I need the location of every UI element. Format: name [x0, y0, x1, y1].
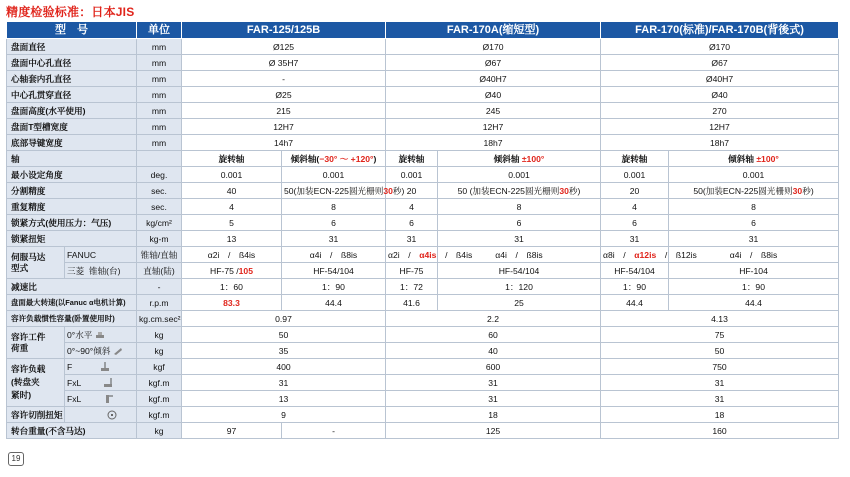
- cell: 31: [669, 231, 839, 247]
- row-unit: 直轴(陆): [137, 263, 182, 279]
- cell: 旋转轴: [386, 151, 438, 167]
- row-label: 中心孔贯穿直径: [7, 87, 137, 103]
- cell: HF-75 /105: [182, 263, 282, 279]
- row-sublabel: FANUC: [65, 247, 137, 263]
- row-sublabel: 0°~90°倾斜: [65, 343, 137, 359]
- cell: 600: [386, 359, 601, 375]
- table-row: [7, 311, 839, 327]
- cell: 41.6: [386, 295, 438, 311]
- row-unit: 锥轴/直轴: [137, 247, 182, 263]
- row-unit: kg: [137, 423, 182, 439]
- row-unit: kgf.m: [137, 391, 182, 407]
- row-unit: [137, 151, 182, 167]
- table-row-axis: [7, 151, 839, 167]
- cell: HF-75: [386, 263, 438, 279]
- table-row: [7, 71, 839, 87]
- header-far125: FAR-125/125B: [182, 22, 386, 39]
- cell: 31: [386, 375, 601, 391]
- cell: Ø125: [182, 39, 386, 55]
- cell: 20: [601, 183, 669, 199]
- row-unit: mm: [137, 39, 182, 55]
- table-row: [7, 135, 839, 151]
- cell: 0.97: [182, 311, 386, 327]
- cell: 35: [182, 343, 386, 359]
- cell: 1：90: [601, 279, 669, 295]
- table-row-servo-mitsubishi: [7, 263, 839, 279]
- cell: 1：72: [386, 279, 438, 295]
- cell: 270: [601, 103, 839, 119]
- cell: 5: [182, 215, 282, 231]
- cell: Ø40: [601, 87, 839, 103]
- cell: 2.2: [386, 311, 601, 327]
- cell: 50(加装ECN-225圆光栅则30秒): [282, 183, 386, 199]
- cell: -: [282, 423, 386, 439]
- row-label: 底部导键宽度: [7, 135, 137, 151]
- row-sublabel: 0°水平: [65, 327, 137, 343]
- cell: 0.001: [669, 167, 839, 183]
- row-unit: kg/cm²: [137, 215, 182, 231]
- cell: Ø67: [601, 55, 839, 71]
- cell: 倾斜轴(−30° ～ +120°): [282, 151, 386, 167]
- cell: 215: [182, 103, 386, 119]
- cell: 44.4: [601, 295, 669, 311]
- table-row: [7, 327, 839, 343]
- cell: 18: [601, 407, 839, 423]
- cell: 4: [182, 199, 282, 215]
- row-unit: kg.cm.sec²: [137, 311, 182, 327]
- header-far170a: FAR-170A(缩短型): [386, 22, 601, 39]
- row-label: 锁紧扭矩: [7, 231, 137, 247]
- row-unit: kg-m: [137, 231, 182, 247]
- cell: 4: [386, 199, 438, 215]
- cell: 13: [182, 391, 386, 407]
- cell: 750: [601, 359, 839, 375]
- cell: 0.001: [182, 167, 282, 183]
- cell: 6: [601, 215, 669, 231]
- cell: α2i / ß4is: [182, 247, 282, 263]
- cell: α4i / ß8is: [282, 247, 386, 263]
- row-label: 盘面中心孔直径: [7, 55, 137, 71]
- table-row: [7, 103, 839, 119]
- cell: 44.4: [282, 295, 386, 311]
- table-row: [7, 359, 839, 375]
- cell: 31: [282, 231, 386, 247]
- cell: 4.13: [601, 311, 839, 327]
- cell: 旋转轴: [182, 151, 282, 167]
- cell: 6: [386, 215, 438, 231]
- cell: 0.001: [386, 167, 438, 183]
- table-header-row: [7, 22, 839, 39]
- table-row: [7, 215, 839, 231]
- row-unit: mm: [137, 55, 182, 71]
- page-title: 精度检验标准：日本JIS: [6, 5, 135, 19]
- table-row: [7, 295, 839, 311]
- cell: 160: [601, 423, 839, 439]
- cell: 31: [601, 391, 839, 407]
- table-row: [7, 407, 839, 423]
- cell: 1：90: [669, 279, 839, 295]
- moment-side-icon: [103, 394, 113, 404]
- row-label: 转台重量(不含马达): [7, 423, 137, 439]
- cell: 8: [438, 199, 601, 215]
- row-unit: deg.: [137, 167, 182, 183]
- cell: 83.3: [182, 295, 282, 311]
- force-icon: [100, 362, 110, 372]
- table-row: [7, 375, 839, 391]
- cell: HF-54/104: [601, 263, 669, 279]
- row-label: 盘面高度(水平使用): [7, 103, 137, 119]
- row-label: 锁紧方式(使用压力：气压): [7, 215, 137, 231]
- cell: 18h7: [386, 135, 601, 151]
- row-unit: sec.: [137, 183, 182, 199]
- row-unit: kg: [137, 343, 182, 359]
- cell: 1：60: [182, 279, 282, 295]
- cell: Ø40H7: [386, 71, 601, 87]
- row-unit: mm: [137, 87, 182, 103]
- row-unit: kgf: [137, 359, 182, 375]
- header-model: 型 号: [7, 22, 137, 39]
- cell: HF-104: [669, 263, 839, 279]
- row-unit: kgf.m: [137, 375, 182, 391]
- cell: 12H7: [601, 119, 839, 135]
- cell: HF-54/104: [282, 263, 386, 279]
- table-row: [7, 183, 839, 199]
- cell: 31: [601, 375, 839, 391]
- cell: -: [182, 71, 386, 87]
- cell: 400: [182, 359, 386, 375]
- cell: 97: [182, 423, 282, 439]
- table-row: [7, 391, 839, 407]
- cell: 75: [601, 327, 839, 343]
- row-label: 伺服马达 型式: [7, 247, 65, 279]
- cell: 40: [386, 343, 601, 359]
- cell: 31: [182, 375, 386, 391]
- row-unit: kg: [137, 327, 182, 343]
- table-row: [7, 231, 839, 247]
- cell: 12H7: [182, 119, 386, 135]
- row-label: 盘面直径: [7, 39, 137, 55]
- torque-icon: [107, 410, 117, 420]
- cell: 0.001: [282, 167, 386, 183]
- row-label: 减速比: [7, 279, 137, 295]
- cell: 9: [182, 407, 386, 423]
- cell: 40: [182, 183, 282, 199]
- cell: 18: [386, 407, 601, 423]
- cell: 6: [669, 215, 839, 231]
- cell: Ø67: [386, 55, 601, 71]
- table-tilt-icon: [113, 346, 123, 356]
- cell: 50: [601, 343, 839, 359]
- table-row: [7, 55, 839, 71]
- table-row: [7, 279, 839, 295]
- row-label: 分割精度: [7, 183, 137, 199]
- cell: 旋转轴: [601, 151, 669, 167]
- row-label: 容许负载 (转盘夹 紧时): [7, 359, 65, 407]
- cell: 1：90: [282, 279, 386, 295]
- cell: 125: [386, 423, 601, 439]
- row-sublabel: F: [65, 359, 137, 375]
- cell: 50: [182, 327, 386, 343]
- cell: Ø170: [601, 39, 839, 55]
- spec-table: [6, 21, 839, 439]
- cell: 6: [438, 215, 601, 231]
- cell: α4i / ß8is: [669, 247, 839, 263]
- cell: α4i / ß8is: [438, 247, 601, 263]
- row-unit: mm: [137, 119, 182, 135]
- cell: 4: [601, 199, 669, 215]
- cell: 0.001: [601, 167, 669, 183]
- row-unit: -: [137, 279, 182, 295]
- cell: 245: [386, 103, 601, 119]
- cell: 8: [282, 199, 386, 215]
- cell: 12H7: [386, 119, 601, 135]
- table-row: [7, 199, 839, 215]
- cell: 1：120: [438, 279, 601, 295]
- row-unit: kgf.m: [137, 407, 182, 423]
- page-number: 19: [8, 452, 24, 466]
- moment-icon: [103, 378, 113, 388]
- cell: 13: [182, 231, 282, 247]
- cell: α8i / α12is / ß12is: [601, 247, 669, 263]
- row-label: 轴: [7, 151, 137, 167]
- table-horizontal-icon: [95, 330, 105, 340]
- row-sublabel: [65, 407, 137, 423]
- cell: 14h7: [182, 135, 386, 151]
- cell: Ø170: [386, 39, 601, 55]
- cell: 18h7: [601, 135, 839, 151]
- row-unit: mm: [137, 71, 182, 87]
- row-label: 盘面T型槽宽度: [7, 119, 137, 135]
- row-sublabel: FxL: [65, 375, 137, 391]
- table-row: [7, 343, 839, 359]
- cell: HF-54/104: [438, 263, 601, 279]
- cell: 8: [669, 199, 839, 215]
- table-row: [7, 87, 839, 103]
- cell: 倾斜轴 ±100°: [438, 151, 601, 167]
- cell: 20: [386, 183, 438, 199]
- cell: 0.001: [438, 167, 601, 183]
- cell: Ø40H7: [601, 71, 839, 87]
- row-label: 重复精度: [7, 199, 137, 215]
- row-unit: r.p.m: [137, 295, 182, 311]
- cell: Ø40: [386, 87, 601, 103]
- header-unit: 单位: [137, 22, 182, 39]
- table-row: [7, 423, 839, 439]
- cell: 60: [386, 327, 601, 343]
- cell: α2i / α4is / ß4is: [386, 247, 438, 263]
- row-label: 心轴套内孔直径: [7, 71, 137, 87]
- cell: 50 (加装ECN-225圆光栅则30秒): [438, 183, 601, 199]
- cell: 31: [438, 231, 601, 247]
- table-row: [7, 119, 839, 135]
- cell: 25: [438, 295, 601, 311]
- header-far170: FAR-170(标准)/FAR-170B(背後式): [601, 22, 839, 39]
- row-label: 容许工件 荷重: [7, 327, 65, 359]
- table-row: [7, 167, 839, 183]
- row-label: 容许切削扭矩: [7, 407, 65, 423]
- row-unit: sec.: [137, 199, 182, 215]
- table-row: [7, 39, 839, 55]
- cell: 6: [282, 215, 386, 231]
- cell: Ø 35H7: [182, 55, 386, 71]
- row-label: 最小设定角度: [7, 167, 137, 183]
- table-row-servo-fanuc: [7, 247, 839, 263]
- cell: 44.4: [669, 295, 839, 311]
- row-unit: mm: [137, 135, 182, 151]
- cell: 倾斜轴 ±100°: [669, 151, 839, 167]
- row-unit: mm: [137, 103, 182, 119]
- row-sublabel: FxL: [65, 391, 137, 407]
- row-label: 盘面最大转速(以Fanuc α电机计算): [7, 295, 137, 311]
- row-label: 容许负载惯性容量(卧置使用时): [7, 311, 137, 327]
- cell: 31: [601, 231, 669, 247]
- cell: 31: [386, 391, 601, 407]
- cell: 50(加装ECN-225圆光栅则30秒): [669, 183, 839, 199]
- row-sublabel: 三菱 锥轴(台): [65, 263, 137, 279]
- cell: 31: [386, 231, 438, 247]
- cell: Ø25: [182, 87, 386, 103]
